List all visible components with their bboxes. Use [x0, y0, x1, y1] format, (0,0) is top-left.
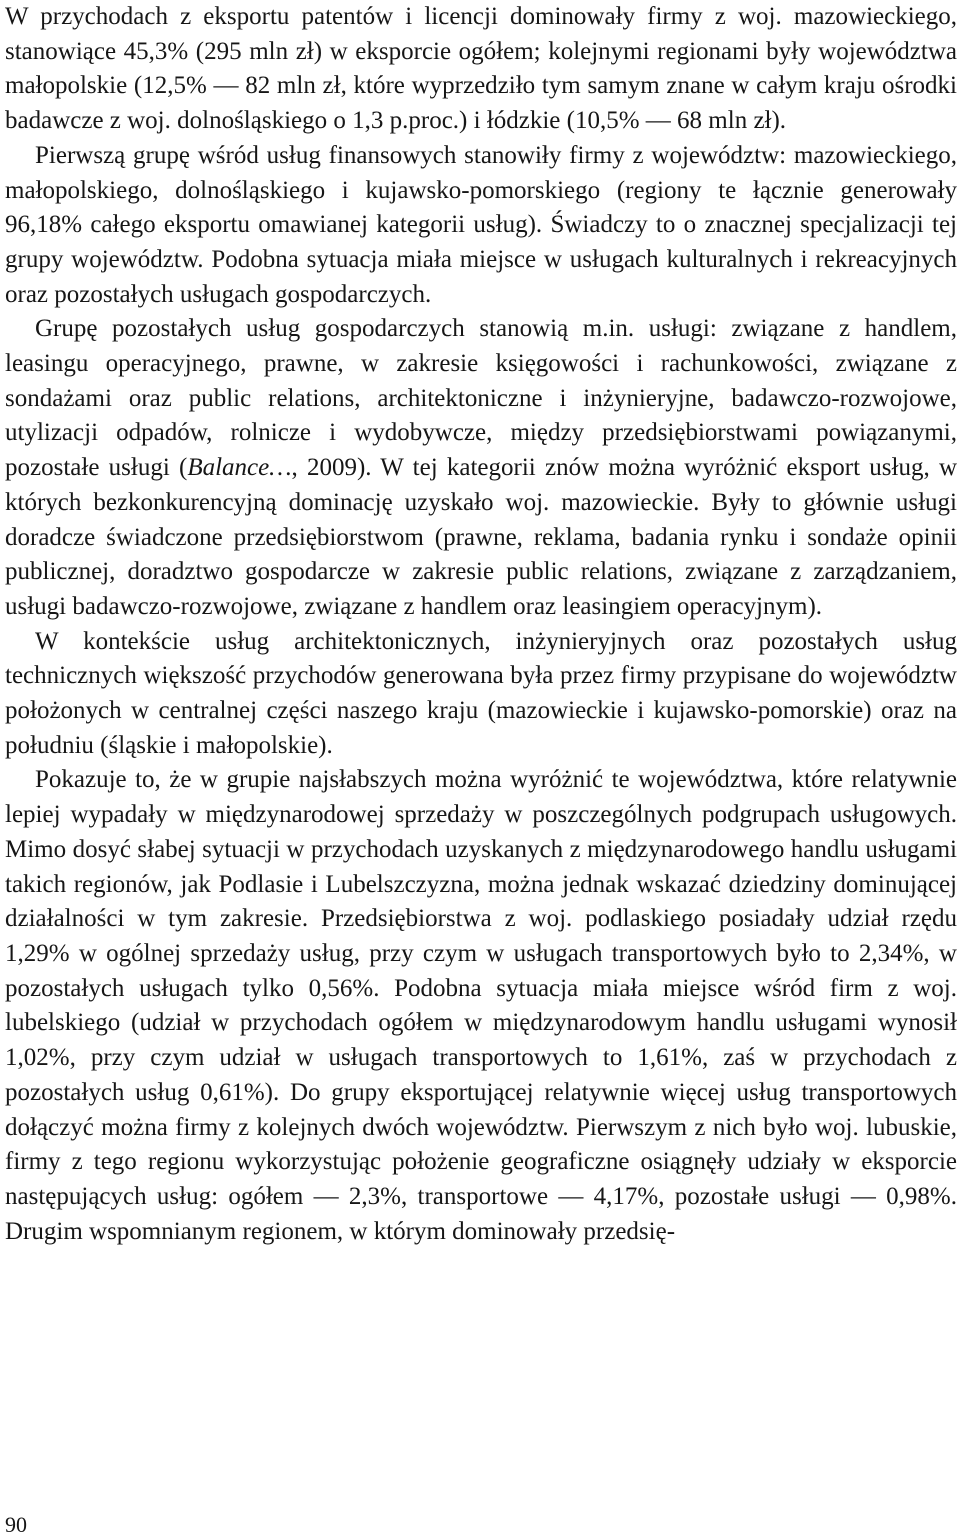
paragraph-business-services [5, 312, 957, 624]
page-number: 90 [5, 1512, 27, 1537]
paragraph-architectural-services: W kontekście usług architektonicznych, inżynieryjnych oraz pozostałych usług technicznych większość przychodów generowana była przez firmy przypisane do województw położonych w centralnej części naszego kraju (mazowieckie i kujawsko-pomorskie) oraz na południu (śląskie i małopolskie). [5, 627, 957, 759]
paragraph-patents: W przychodach z eksportu patentów i licencji dominowały firmy z woj. mazowieckiego, stanowiące 45,3% (295 mln zł) w eksporcie ogółem; kolejnymi regionami były województwa małopolskie (12,5% — 82 mln zł, które wyprzedziło tym samym znane w całym kraju ośrodki badawcze z woj. dolnośląskiego o 1,3 p.proc.) i łódzkie (10,5% — 68 mln zł). [5, 3, 957, 135]
page-body [5, 0, 957, 1249]
citation-balance: Balance… [187, 454, 292, 482]
paragraph-financial-services: Pierwszą grupę wśród usług finansowych stanowiły firmy z województw: mazowieckiego, małopolskiego, dolnośląskiego i kujawsko-pomorskiego (regiony te łącznie generowały 96,18% całego eksportu omawianej kategorii usług). Świadczy to o znacznej specjalizacji tej grupy województw. Podobna sytuacja miała miejsce w usługach kulturalnych i rekreacyjnych oraz pozostałych usługach gospodarczych. [5, 141, 957, 308]
paragraph-weakest-regions: Pokazuje to, że w grupie najsłabszych można wyróżnić te województwa, które relatywnie lepiej wypadały w międzynarodowej sprzedaży w poszczególnych podgrupach usługowych. Mimo dosyć słabej sytuacji w przychodach uzyskanych z międzynarodowego handlu usługami takich regionów, jak Podlasie i Lubelszczyzna, można jednak wskazać dziedziny dominującej działalności w tym zakresie. Przedsiębiorstwa z woj. podlaskiego posiadały udział rzędu 1,29% w ogólnej sprzedaży usług, przy czym w usługach transportowych było to 2,34%, w pozostałych usługach tylko 0,56%. Podobna sytuacja miała miejsce wśród firm z woj. lubelskiego (udział w przychodach ogółem w międzynarodowym handlu usługami wynosił 1,02%, przy czym udział w usługach transportowych to 1,61%, zaś w przychodach z pozostałych usług 0,61%). Do grupy eksportującej relatywnie więcej usług transportowych dołączyć można firmy z kolejnych dwóch województw. Pierwszym z nich było woj. lubuskie, firmy z tego regionu wykorzystując położenie geograficzne osiągnęły udziały w eksporcie następujących usług: ogółem — 2,3%, transportowe — 4,17%, pozostałe usługi — 0,98%. Drugim wspomnianym regionem, w którym dominowały przedsię- [5, 766, 957, 1245]
paragraph-business-services-text-cont: , 2009). W tej kategorii znów można wyróżnić eksport usług, w których bezkonkurencyjną dominację uzyskało woj. mazowieckie. Były to głównie usługi doradcze świadczone przedsiębiorstwom (prawne, reklama, badania rynku i sondaże opinii publicznej, doradztwo gospodarcze w zakresie public relations, związane z zarządzaniem, usługi badawczo-rozwojowe, związane z handlem oraz leasingiem operacyjnym). [5, 454, 958, 620]
paragraph-business-services-text: Grupę pozostałych usług gospodarczych stanowią m.in. usługi: związane z handlem, leasingu operacyjnego, prawne, w zakresie księgowości i rachunkowości, związane z sondażami oraz public relations, architektoniczne i inżynieryjne, badawczo-rozwojowe, utylizacji odpadów, rolnicze i wydobywcze, między przedsiębiorstwami powiązanymi, pozostałe usługi ( [5, 315, 957, 482]
